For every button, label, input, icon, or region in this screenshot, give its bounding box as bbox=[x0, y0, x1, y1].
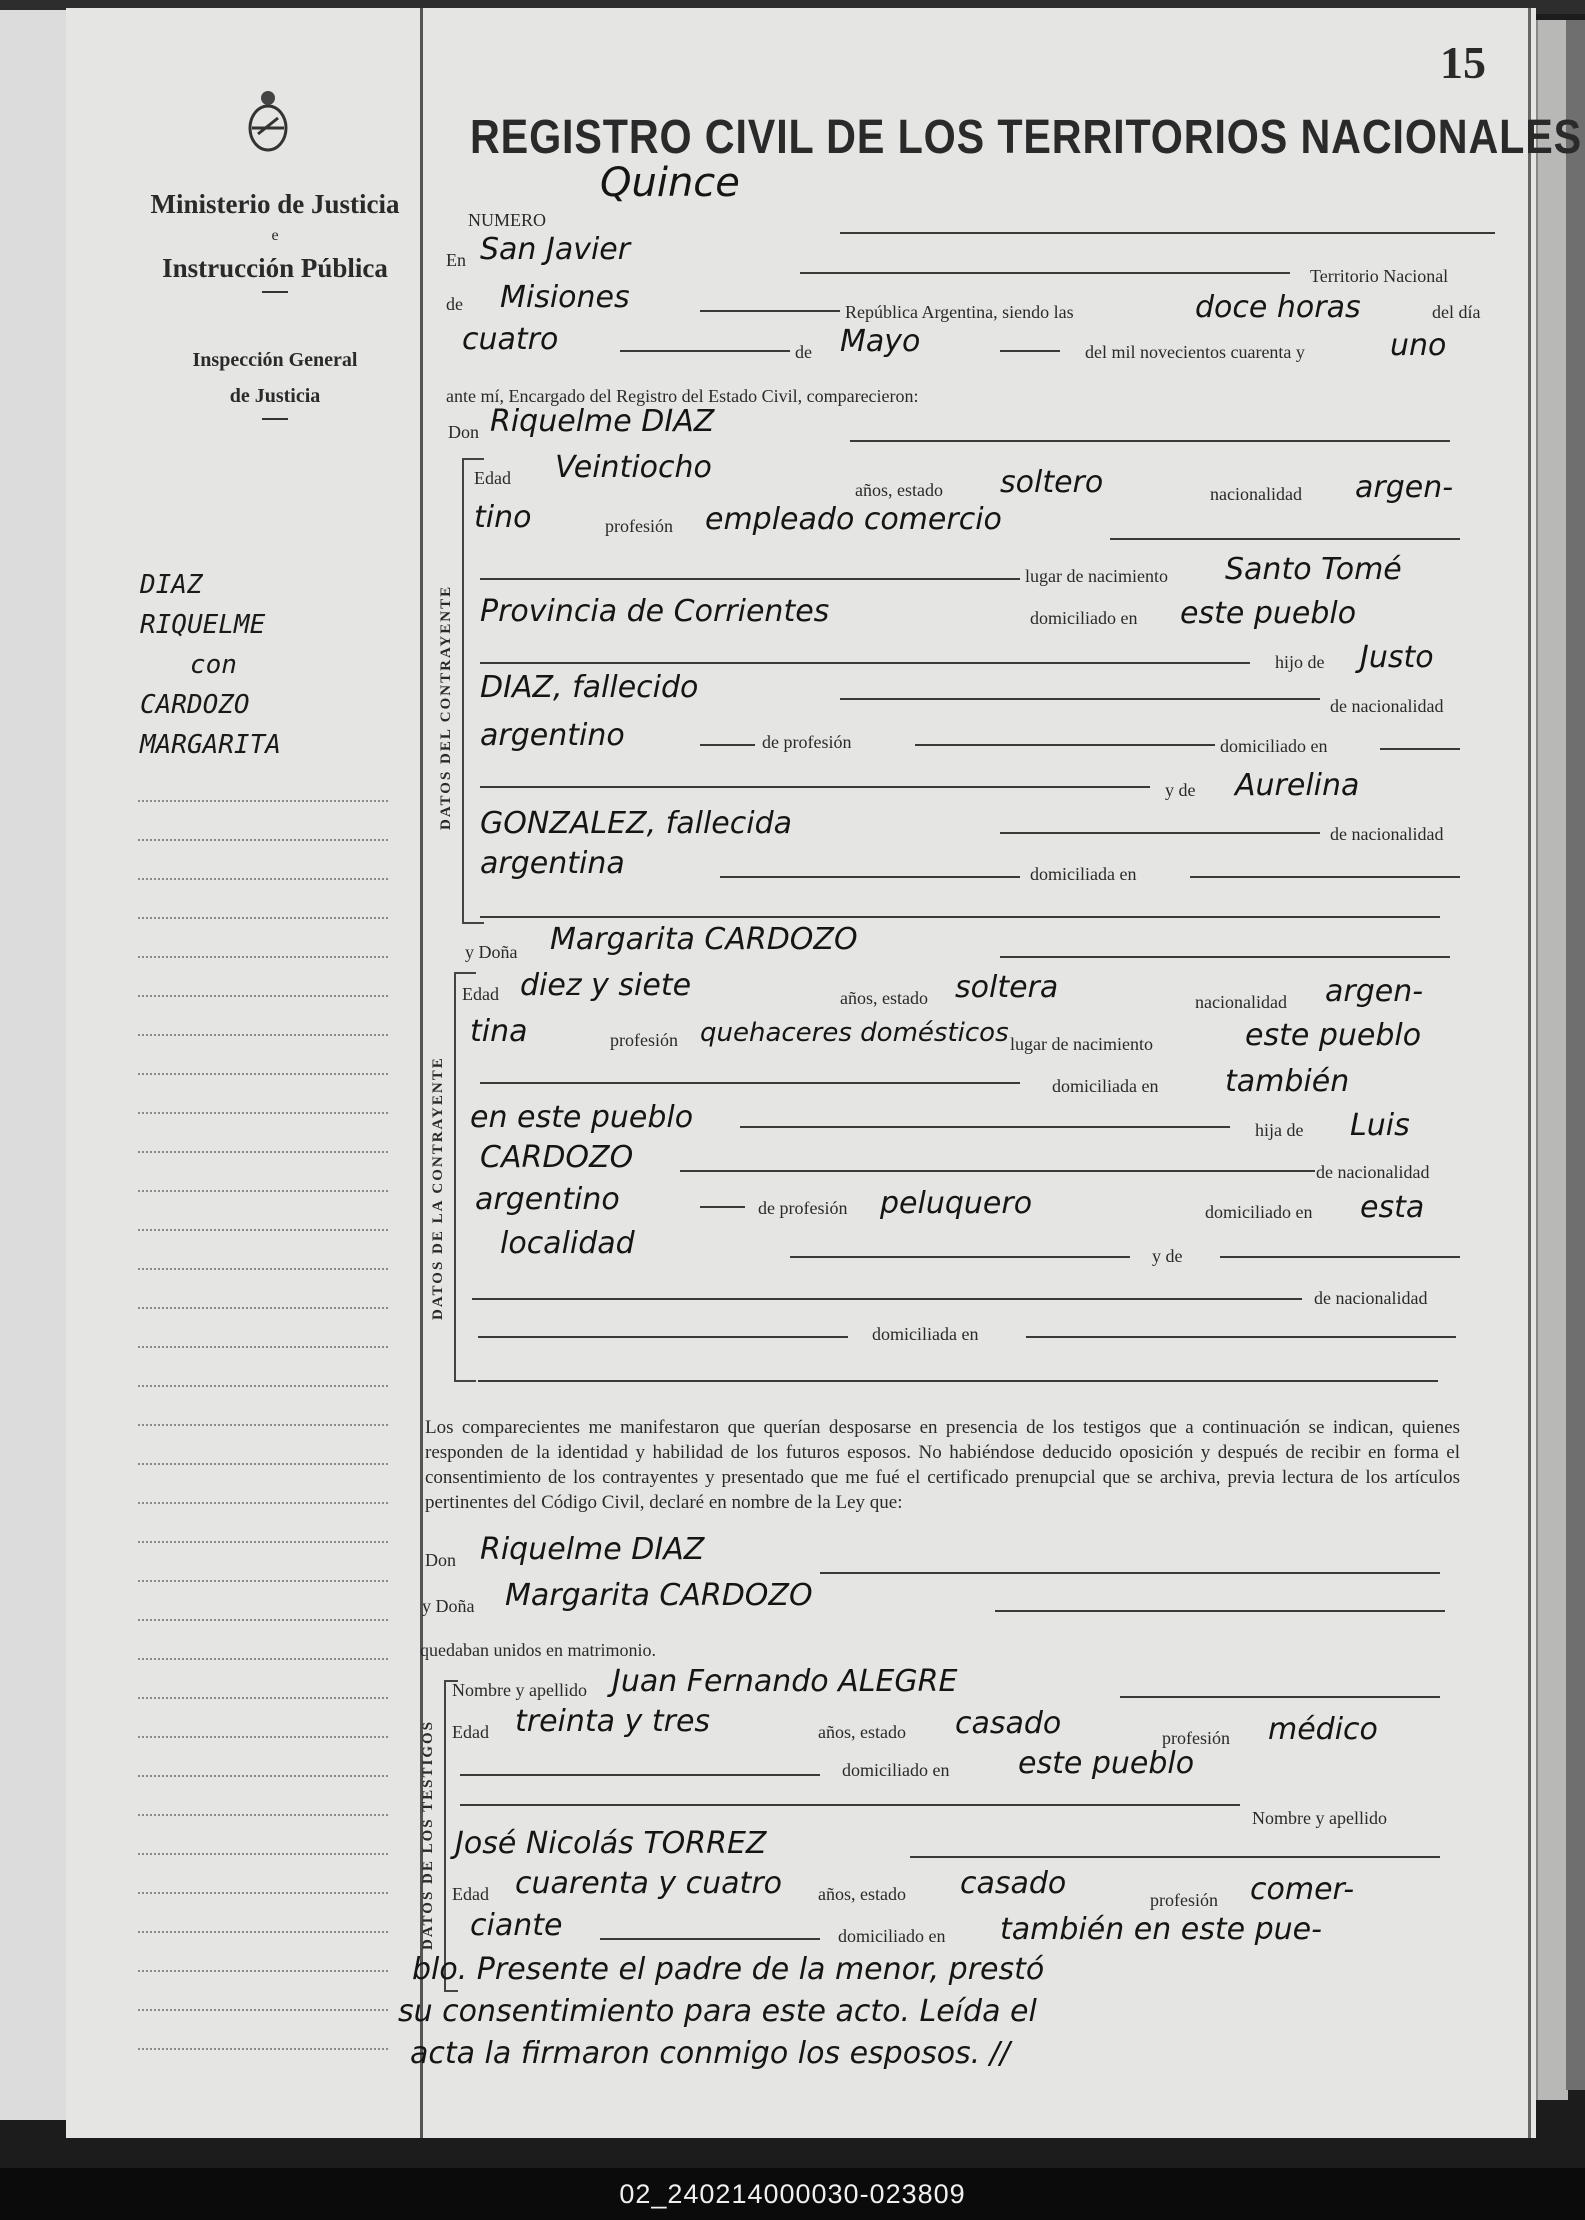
groom-father-nationality: argentino bbox=[480, 718, 625, 753]
union-groom: Riquelme DIAZ bbox=[480, 1532, 705, 1567]
groom-birthplace: Santo Tomé bbox=[1225, 552, 1402, 587]
groom-father-cont: DIAZ, fallecido bbox=[480, 670, 699, 705]
witness-2-profession-cont: ciante bbox=[470, 1908, 563, 1943]
bride-nationality-cont: tina bbox=[470, 1014, 528, 1049]
domiciliado-label: domiciliado en bbox=[842, 1760, 950, 1780]
margin-dotted-rule bbox=[138, 1658, 388, 1660]
annotation-line: acta la firmaron conmigo los esposos. // bbox=[410, 2036, 1010, 2071]
rule bbox=[1000, 956, 1450, 958]
edad-label: Edad bbox=[474, 468, 511, 488]
book-cover-edge bbox=[1566, 20, 1585, 2090]
profesion-label: profesión bbox=[605, 516, 673, 536]
rule bbox=[480, 578, 1020, 580]
witness-2-age: cuarenta y cuatro bbox=[515, 1866, 783, 1901]
bride-father-domicile: esta bbox=[1360, 1190, 1425, 1225]
hour: doce horas bbox=[1195, 290, 1361, 325]
domiciliado-label: domiciliado en bbox=[1205, 1202, 1313, 1222]
rule bbox=[1026, 1336, 1456, 1338]
domiciliada-label-2: domiciliada en bbox=[872, 1324, 979, 1344]
rule bbox=[1220, 1256, 1460, 1258]
margin-dotted-rule bbox=[138, 1424, 388, 1426]
rule bbox=[478, 1380, 1438, 1382]
anos-label: años, estado bbox=[818, 1722, 906, 1742]
profesion-label: profesión bbox=[610, 1030, 678, 1050]
bride-father-profession: peluquero bbox=[880, 1186, 1033, 1221]
y-de-label: y de bbox=[1152, 1246, 1183, 1266]
de-nacionalidad-label-2: de nacionalidad bbox=[1314, 1288, 1428, 1308]
rule bbox=[480, 662, 1250, 664]
witness-2-status: casado bbox=[960, 1866, 1067, 1901]
territory: Misiones bbox=[500, 280, 630, 315]
republica-label: República Argentina, siendo las bbox=[845, 302, 1074, 322]
margin-note-line: RIQUELME bbox=[140, 610, 266, 640]
groom-nationality: argen- bbox=[1355, 470, 1454, 505]
de2-label: de bbox=[795, 342, 812, 362]
witness-1-profession: médico bbox=[1268, 1712, 1378, 1747]
rule bbox=[620, 350, 790, 352]
edad-label-2: Edad bbox=[452, 1884, 489, 1904]
rule bbox=[840, 232, 1495, 234]
anos-label-2: años, estado bbox=[818, 1884, 906, 1904]
margin-dotted-rule bbox=[138, 1268, 388, 1270]
nacionalidad-label: nacionalidad bbox=[1195, 992, 1287, 1012]
bride-profession: quehaceres domésticos bbox=[700, 1018, 1009, 1048]
rule bbox=[472, 1298, 1302, 1300]
bride-age: diez y siete bbox=[520, 968, 692, 1003]
margin-dotted-rule bbox=[138, 1151, 388, 1153]
territorio-label: Territorio Nacional bbox=[1310, 266, 1449, 286]
domiciliada-label: domiciliada en bbox=[1052, 1076, 1159, 1096]
de-nacionalidad-label: de nacionalidad bbox=[1316, 1162, 1430, 1182]
margin-dotted-rule bbox=[138, 800, 388, 802]
rule bbox=[1000, 350, 1060, 352]
year: uno bbox=[1390, 328, 1447, 363]
rule bbox=[740, 1126, 1230, 1128]
divider bbox=[262, 418, 288, 420]
bride-domicile: también bbox=[1225, 1064, 1350, 1099]
groom-status: soltero bbox=[1000, 465, 1104, 500]
de-label: de bbox=[446, 294, 463, 314]
inspection-heading bbox=[160, 342, 390, 420]
bride-father-domicile-cont: localidad bbox=[500, 1226, 635, 1261]
margin-dotted-rule bbox=[138, 1853, 388, 1855]
declaration-text: Los comparecientes me manifestaron que querían desposarse en presencia de los testigos que a continuación se indican, quienes responden de la identidad y habilidad de los futuros esposos. No habiéndose deducido oposición y después de recibir en forma el consentimiento de los contrayentes y presentado que me fué el certificado prenupcial que se archiva, previa lectura de los artículos pertinentes del Código Civil, declaré en nombre de la Ley que: bbox=[425, 1417, 1460, 1513]
hija-label: hija de bbox=[1255, 1120, 1304, 1140]
ministry-conjunction: e bbox=[271, 227, 279, 244]
rule bbox=[910, 1856, 1440, 1858]
rule bbox=[840, 698, 1320, 700]
margin-dotted-rule bbox=[138, 1190, 388, 1192]
rule bbox=[1190, 876, 1460, 878]
margin-dotted-rule bbox=[138, 1580, 388, 1582]
margin-dotted-rule bbox=[138, 1736, 388, 1738]
ante-label: ante mí, Encargado del Registro del Estado Civil, comparecieron: bbox=[446, 386, 919, 406]
union-bride: Margarita CARDOZO bbox=[505, 1578, 813, 1613]
rule bbox=[480, 1082, 1020, 1084]
inspection-line-2: de Justicia bbox=[229, 385, 321, 407]
rule bbox=[790, 1256, 1130, 1258]
margin-dotted-rule bbox=[138, 2048, 388, 2050]
groom-father: Justo bbox=[1360, 640, 1434, 675]
rule bbox=[460, 1774, 820, 1776]
month: Mayo bbox=[840, 324, 921, 359]
rule bbox=[720, 876, 1020, 878]
page-number: 15 bbox=[1440, 37, 1486, 88]
de-profesion-label: de profesión bbox=[762, 732, 852, 752]
domiciliado-label-2: domiciliado en bbox=[1220, 736, 1328, 756]
bride-birthplace: este pueblo bbox=[1245, 1018, 1422, 1053]
margin-dotted-rule bbox=[138, 1073, 388, 1075]
rule bbox=[480, 916, 1440, 918]
margin-dotted-rules bbox=[138, 800, 388, 2110]
margin-note-line: CARDOZO bbox=[140, 690, 250, 720]
year-label: del mil novecientos cuarenta y bbox=[1085, 342, 1305, 362]
rule bbox=[800, 272, 1290, 274]
margin-note bbox=[140, 565, 400, 765]
margin-dotted-rule bbox=[138, 917, 388, 919]
anos-label: años, estado bbox=[855, 480, 943, 500]
birth-label: lugar de nacimiento bbox=[1025, 566, 1168, 586]
margin-dotted-rule bbox=[138, 1931, 388, 1933]
anos-label: años, estado bbox=[840, 988, 928, 1008]
rule bbox=[700, 310, 840, 312]
record-number: Quince bbox=[600, 160, 740, 206]
groom-nationality-cont: tino bbox=[474, 500, 532, 535]
witness-2-profession: comer- bbox=[1250, 1872, 1355, 1907]
divider bbox=[262, 291, 288, 293]
domiciliada-label: domiciliada en bbox=[1030, 864, 1137, 884]
margin-dotted-rule bbox=[138, 995, 388, 997]
groom-mother-nationality: argentina bbox=[480, 846, 625, 881]
previous-page-edge bbox=[0, 10, 68, 2120]
rule bbox=[995, 1610, 1445, 1612]
bride-father-cont: CARDOZO bbox=[480, 1140, 634, 1175]
groom-age: Veintiocho bbox=[555, 450, 712, 485]
rule bbox=[820, 1572, 1440, 1574]
de-nacionalidad-label-2: de nacionalidad bbox=[1330, 824, 1444, 844]
edad-label: Edad bbox=[452, 1722, 489, 1742]
ministry-line-1: Ministerio de Justicia bbox=[150, 189, 400, 219]
groom-section-label: DATOS DEL CONTRAYENTE bbox=[438, 584, 454, 830]
dona-label: y Doña bbox=[465, 942, 518, 962]
margin-dotted-rule bbox=[138, 839, 388, 841]
coat-of-arms-icon bbox=[246, 88, 290, 154]
margin-note-line: MARGARITA bbox=[140, 730, 281, 760]
bride-nationality: argen- bbox=[1325, 974, 1424, 1009]
margin-dotted-rule bbox=[138, 1385, 388, 1387]
margin-dotted-rule bbox=[138, 1697, 388, 1699]
en-label: En bbox=[446, 250, 466, 270]
margin-dotted-rule bbox=[138, 878, 388, 880]
rule bbox=[680, 1170, 1315, 1172]
margin-note-line: con bbox=[190, 650, 237, 680]
union-closing: quedaban unidos en matrimonio. bbox=[420, 1640, 656, 1660]
rule bbox=[1380, 748, 1460, 750]
dona-label-2: y Doña bbox=[422, 1596, 475, 1616]
profesion-label: profesión bbox=[1162, 1728, 1230, 1748]
margin-note-line: DIAZ bbox=[140, 570, 203, 600]
margin-dotted-rule bbox=[138, 1307, 388, 1309]
numero-label: NUMERO bbox=[468, 210, 547, 230]
ministry-heading bbox=[140, 185, 410, 293]
margin-dotted-rule bbox=[138, 1775, 388, 1777]
nombre-label: Nombre y apellido bbox=[452, 1680, 587, 1700]
margin-dotted-rule bbox=[138, 1112, 388, 1114]
margin-dotted-rule bbox=[138, 1034, 388, 1036]
place: San Javier bbox=[480, 232, 631, 267]
margin-dotted-rule bbox=[138, 1970, 388, 1972]
don-label: Don bbox=[448, 422, 479, 442]
margin-dotted-rule bbox=[138, 1814, 388, 1816]
bride-father-nationality: argentino bbox=[475, 1182, 620, 1217]
rule bbox=[700, 1206, 745, 1208]
margin-dotted-rule bbox=[138, 1541, 388, 1543]
groom-domicile: este pueblo bbox=[1180, 596, 1357, 631]
bride-domicile-cont: en este pueblo bbox=[470, 1100, 694, 1135]
domiciliado-label-2: domiciliado en bbox=[838, 1926, 946, 1946]
margin-dotted-rule bbox=[138, 1346, 388, 1348]
rule bbox=[915, 744, 1215, 746]
margin-dotted-rule bbox=[138, 1892, 388, 1894]
witness-1-name: Juan Fernando ALEGRE bbox=[612, 1664, 958, 1699]
margin-dotted-rule bbox=[138, 1229, 388, 1231]
nacionalidad-label: nacionalidad bbox=[1210, 484, 1302, 504]
bride-section-label: DATOS DE LA CONTRAYENTE bbox=[430, 1056, 446, 1320]
image-id-footer: 02_240214000030-023809 bbox=[0, 2168, 1585, 2220]
edad-label: Edad bbox=[462, 984, 499, 1004]
ministry-line-2: Instrucción Pública bbox=[162, 253, 388, 283]
rule bbox=[460, 1804, 1240, 1806]
bride-status: soltera bbox=[955, 970, 1059, 1005]
page-stack-edge bbox=[1536, 20, 1568, 2100]
profesion-label-2: profesión bbox=[1150, 1890, 1218, 1910]
annotation-line: su consentimiento para este acto. Leída el bbox=[398, 1994, 1037, 2029]
groom-mother-cont: GONZALEZ, fallecida bbox=[480, 806, 792, 841]
rule bbox=[850, 440, 1450, 442]
right-margin-rule bbox=[1528, 8, 1531, 2138]
witness-2-domicile: también en este pue- bbox=[1000, 1912, 1322, 1947]
margin-dotted-rule bbox=[138, 1619, 388, 1621]
inspection-line-1: Inspección General bbox=[192, 349, 358, 371]
annotation-line: blo. Presente el padre de la menor, prestó bbox=[412, 1952, 1045, 1987]
groom-mother: Aurelina bbox=[1235, 768, 1360, 803]
de-nacionalidad-label: de nacionalidad bbox=[1330, 696, 1444, 716]
page-title: REGISTRO CIVIL DE LOS TERRITORIOS NACIONALES bbox=[470, 111, 1582, 164]
rule bbox=[700, 744, 755, 746]
birth-label: lugar de nacimiento bbox=[1010, 1034, 1153, 1054]
nombre-label-2: Nombre y apellido bbox=[1252, 1808, 1387, 1828]
witness-2-name: José Nicolás TORREZ bbox=[455, 1826, 767, 1861]
domiciliado-label: domiciliado en bbox=[1030, 608, 1138, 628]
margin-dotted-rule bbox=[138, 1463, 388, 1465]
de-profesion-label: de profesión bbox=[758, 1198, 848, 1218]
witness-1-age: treinta y tres bbox=[515, 1704, 711, 1739]
witness-section-label: DATOS DE LOS TESTIGOS bbox=[420, 1720, 436, 1950]
margin-dotted-rule bbox=[138, 2009, 388, 2011]
rule bbox=[478, 1336, 848, 1338]
margin-dotted-rule bbox=[138, 956, 388, 958]
y-de-label: y de bbox=[1165, 780, 1196, 800]
groom-birthplace-cont: Provincia de Corrientes bbox=[480, 594, 830, 629]
witness-1-domicile: este pueblo bbox=[1018, 1746, 1195, 1781]
witness-1-status: casado bbox=[955, 1706, 1062, 1741]
day: cuatro bbox=[462, 322, 559, 357]
rule bbox=[600, 1938, 820, 1940]
rule bbox=[1110, 538, 1460, 540]
del-dia-label: del día bbox=[1432, 302, 1481, 322]
hijo-label: hijo de bbox=[1275, 652, 1325, 672]
rule bbox=[1120, 1696, 1440, 1698]
rule bbox=[480, 786, 1150, 788]
groom-name: Riquelme DIAZ bbox=[490, 404, 715, 439]
don-label-2: Don bbox=[425, 1550, 456, 1570]
bride-father: Luis bbox=[1350, 1108, 1410, 1143]
margin-dotted-rule bbox=[138, 1502, 388, 1504]
rule bbox=[1000, 832, 1320, 834]
groom-profession: empleado comercio bbox=[705, 502, 1002, 537]
bride-name: Margarita CARDOZO bbox=[550, 922, 858, 957]
